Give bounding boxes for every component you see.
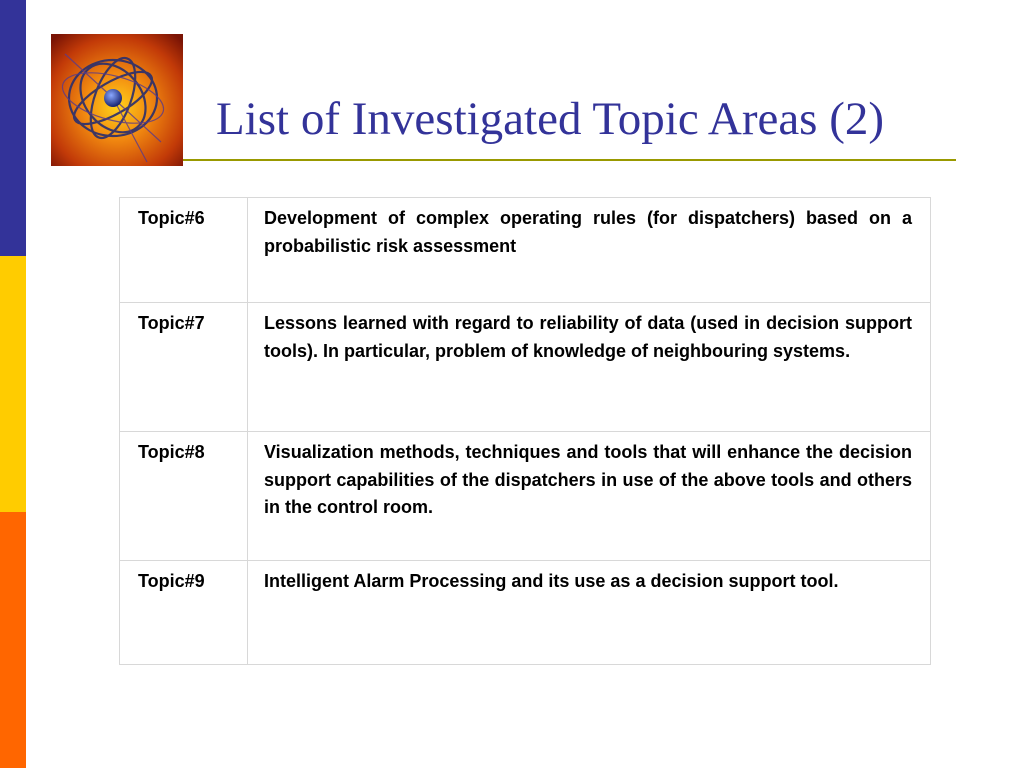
table-row [120, 303, 931, 432]
side-bar-blue [0, 0, 26, 256]
topic-id: Topic#6 [120, 198, 248, 303]
topic-description: Development of complex operating rules (for dispatchers) based on a probabilistic risk assessment [248, 198, 931, 303]
title-underline [183, 159, 956, 161]
page-title: List of Investigated Topic Areas (2) [216, 93, 885, 145]
topic-description: Visualization methods, techniques and tools that will enhance the decision support capabilities of the dispatchers in use of the above tools and others in the control room. [248, 432, 931, 561]
side-bar-orange [0, 512, 26, 768]
topic-id: Topic#7 [120, 303, 248, 432]
topics-table [119, 197, 931, 665]
table-row [120, 561, 931, 665]
table-row [120, 432, 931, 561]
armillary-sphere-icon [51, 34, 183, 166]
topic-description: Intelligent Alarm Processing and its use as a decision support tool. [248, 561, 931, 665]
side-bar-yellow [0, 256, 26, 512]
table-row [120, 198, 931, 303]
topic-id: Topic#8 [120, 432, 248, 561]
topic-description: Lessons learned with regard to reliability of data (used in decision support tools). In particular, problem of knowledge of neighbouring systems. [248, 303, 931, 432]
topic-id: Topic#9 [120, 561, 248, 665]
